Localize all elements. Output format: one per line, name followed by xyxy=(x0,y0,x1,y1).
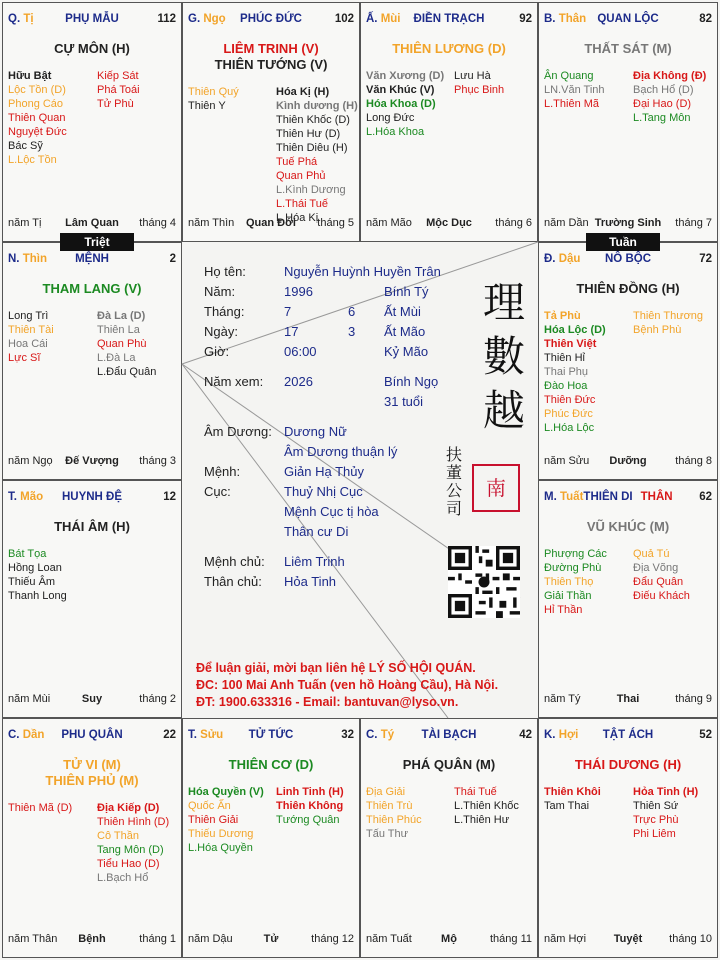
cycle-year: năm Ngọ xyxy=(8,455,53,467)
main-star[interactable]: THIÊN TƯỚNG (V) xyxy=(214,57,328,72)
minor-star[interactable]: L.Lộc Tồn xyxy=(8,154,57,166)
main-star[interactable]: TỬ VI (M) xyxy=(63,757,121,772)
cycle-year: năm Mão xyxy=(366,217,412,229)
red-stamp-icon: 南 xyxy=(472,464,520,512)
ngay-label: Ngày: xyxy=(204,324,238,339)
palace-position: Ấ. Mùi xyxy=(366,13,401,25)
minor-star[interactable]: L.Đà La xyxy=(97,352,136,364)
minor-star[interactable]: Tả Phù xyxy=(544,310,581,322)
gio-value: 06:00 xyxy=(284,344,317,359)
minor-star[interactable]: L.Đẩu Quân xyxy=(97,366,157,378)
menh-chu-value: Liêm Trinh xyxy=(284,554,345,569)
triet-tag: Triệt xyxy=(60,233,134,251)
cycle-year: năm Tuất xyxy=(366,933,412,945)
minor-star[interactable]: Đường Phù xyxy=(544,562,602,574)
cycle-year: năm Mùi xyxy=(8,693,51,705)
minor-star[interactable]: Điếu Khách xyxy=(633,590,690,602)
minor-star[interactable]: Thiên Diêu (H) xyxy=(276,142,348,154)
palace-branch: Hợi xyxy=(558,729,579,741)
minor-star[interactable]: Quốc Ấn xyxy=(188,800,231,812)
minor-star[interactable]: Hóa Quyền (V) xyxy=(188,786,264,798)
palace-name: QUAN LỘC xyxy=(597,13,659,25)
minor-star[interactable]: Thiên Tài xyxy=(8,324,54,336)
menh-chu-label: Mệnh chủ: xyxy=(204,554,265,569)
minor-star[interactable]: L.Bạch Hổ xyxy=(97,872,149,884)
nam-xem-label: Năm xem: xyxy=(204,374,264,389)
nam-xem-value: 2026 xyxy=(284,374,313,389)
ngay-duong-lich: 17 xyxy=(284,324,299,339)
cycle-month: tháng 2 xyxy=(139,693,176,705)
minor-star[interactable]: Địa Không (Đ) xyxy=(633,70,707,82)
minor-star[interactable]: Thiên Quan xyxy=(8,112,66,124)
palace-position: C. Dần xyxy=(8,729,45,741)
cycle-month: tháng 9 xyxy=(675,693,712,705)
minor-star[interactable]: Kình dương (H) xyxy=(276,100,358,112)
minor-star[interactable]: Phá Toái xyxy=(97,84,140,96)
cycle-month: tháng 7 xyxy=(675,217,712,229)
tuoi-value: 31 tuổi xyxy=(384,394,424,409)
calligraphy-seal xyxy=(474,276,534,438)
minor-star[interactable]: Địa Kiếp (D) xyxy=(97,802,160,814)
cycle-month: tháng 3 xyxy=(139,455,176,467)
main-star[interactable]: VŨ KHÚC (M) xyxy=(586,519,670,534)
contact-info xyxy=(196,660,498,711)
minor-star[interactable]: Giải Thần xyxy=(544,590,592,602)
menh-label: Mệnh: xyxy=(204,464,241,479)
palace-age-number: 102 xyxy=(334,13,354,25)
than-chu-label: Thân chủ: xyxy=(204,574,262,589)
palace-position: C. Tý xyxy=(366,729,395,741)
minor-star[interactable]: Lưu Hà xyxy=(454,70,491,82)
cycle-year: năm Tị xyxy=(8,217,42,229)
palace-name: PHU QUÂN xyxy=(61,729,123,741)
minor-star[interactable]: L.Hóa Kị xyxy=(276,212,319,224)
minor-star[interactable]: Thiên Không xyxy=(276,800,344,812)
palace-name: PHỤ MẪU xyxy=(65,13,119,25)
than-cu: Thân cư Di xyxy=(284,524,349,539)
cycle-month: tháng 6 xyxy=(495,217,532,229)
minor-star[interactable]: Văn Xương (D) xyxy=(366,70,445,82)
minor-star[interactable]: L.Thiên Hư xyxy=(454,814,510,826)
minor-star[interactable]: Địa Giải xyxy=(366,786,406,798)
palace-position: T. Mão xyxy=(8,491,44,503)
cycle-month: tháng 1 xyxy=(139,933,176,945)
minor-star[interactable]: Tử Phù xyxy=(97,98,134,110)
palace-branch: Tị xyxy=(23,13,34,25)
minor-star[interactable]: Quan Phù xyxy=(97,338,147,350)
cycle-year: năm Tý xyxy=(544,693,581,705)
palace-name: TỬ TỨC xyxy=(248,729,294,741)
cycle-year: năm Dần xyxy=(544,217,589,229)
minor-star[interactable]: Tấu Thư xyxy=(366,828,409,840)
minor-star[interactable]: Thiên Khôi xyxy=(544,786,601,798)
minor-star[interactable]: Long Đức xyxy=(366,112,415,124)
palace-name: ĐIỀN TRẠCH xyxy=(413,13,485,25)
main-star[interactable]: THÁI DƯƠNG (H) xyxy=(574,757,682,772)
minor-star[interactable]: Thiên La xyxy=(97,324,140,336)
minor-star[interactable]: Hỉ Thần xyxy=(544,604,583,616)
minor-star[interactable]: Thiên Thương xyxy=(633,310,704,322)
life-stage: Dưỡng xyxy=(609,455,647,467)
palace-age-number: 52 xyxy=(699,729,712,741)
nam-can-chi: Bính Tý xyxy=(384,284,429,299)
main-star[interactable]: THAM LANG (V) xyxy=(42,281,142,296)
palace-name: TÀI BẠCH xyxy=(421,729,477,741)
life-stage: Suy xyxy=(81,693,103,705)
main-star[interactable]: THIÊN PHỦ (M) xyxy=(45,773,139,788)
seal-char: 理 xyxy=(482,278,525,327)
qr-code-icon[interactable] xyxy=(448,546,520,618)
minor-star[interactable]: Bát Tọa xyxy=(8,548,47,560)
minor-star[interactable]: Bác Sỹ xyxy=(8,140,43,152)
main-star[interactable]: CỰ MÔN (H) xyxy=(54,41,130,56)
minor-star[interactable]: Đào Hoa xyxy=(544,380,588,392)
thang-am-lich: 6 xyxy=(348,304,356,319)
minor-star[interactable]: Hóa Kị (H) xyxy=(276,86,330,98)
cycle-year: năm Dậu xyxy=(188,933,233,945)
life-stage: Trường Sinh xyxy=(594,217,662,229)
life-stage: Tuyệt xyxy=(613,933,643,945)
palace-position: Q. Tị xyxy=(8,13,34,25)
nam-value: 1996 xyxy=(284,284,313,299)
minor-star[interactable]: Thiên Thọ xyxy=(544,576,594,588)
minor-star[interactable]: Đà La (D) xyxy=(97,310,146,322)
palace-name: TẬT ÁCH xyxy=(602,729,654,741)
main-star[interactable]: THẤT SÁT (M) xyxy=(584,41,672,56)
minor-star[interactable]: Hóa Lộc (D) xyxy=(544,324,606,336)
life-stage: Mộc Dục xyxy=(426,217,472,229)
contact-line-1: Để luận giải, mời bạn liên hệ LÝ SỐ HỘI QUÁN. xyxy=(196,661,476,675)
palace-age-number: 42 xyxy=(519,729,532,741)
minor-star[interactable]: Thiên Trù xyxy=(366,800,413,812)
palace-branch: Tuất xyxy=(559,491,584,503)
minor-star[interactable]: Tướng Quân xyxy=(276,814,340,826)
main-star[interactable]: PHÁ QUÂN (M) xyxy=(402,757,496,772)
palace-age-number: 62 xyxy=(699,491,712,503)
palace-branch: Mão xyxy=(20,491,44,503)
palace-name: NÔ BỘC xyxy=(605,253,651,265)
minor-star[interactable]: Quả Tú xyxy=(633,548,670,560)
palace-age-number: 72 xyxy=(699,253,712,265)
minor-star[interactable]: Cô Thần xyxy=(97,830,139,842)
minor-star[interactable]: Thiên Hỉ xyxy=(544,352,585,364)
cycle-month: tháng 12 xyxy=(311,933,354,945)
minor-star[interactable]: Kiếp Sát xyxy=(97,70,139,82)
minor-star[interactable]: Thiên Y xyxy=(188,100,226,112)
nam-label: Năm: xyxy=(204,284,236,299)
minor-star[interactable]: Thiên Giải xyxy=(188,814,239,826)
seal-char: 數 xyxy=(482,332,525,381)
cycle-year: năm Hợi xyxy=(544,933,587,945)
minor-star[interactable]: Thiên Quý xyxy=(188,86,239,98)
center-info-panel xyxy=(182,242,540,720)
menh-value: Giản Hạ Thủy xyxy=(284,464,364,479)
minor-star[interactable]: Nguyệt Đức xyxy=(8,126,67,138)
gio-can-chi: Kỷ Mão xyxy=(384,344,429,359)
palace-age-number: 22 xyxy=(163,729,176,741)
ho-ten-value: Nguyễn Huỳnh Huyền Trân xyxy=(284,264,441,279)
life-stage: Đế Vượng xyxy=(65,455,119,467)
minor-star[interactable]: Thiên Mã (D) xyxy=(8,802,73,814)
palace-position: T. Sửu xyxy=(188,729,224,741)
minor-star[interactable]: Địa Võng xyxy=(633,562,679,574)
minor-star[interactable]: L.Tang Môn xyxy=(633,112,691,124)
minor-star[interactable]: LN.Văn Tinh xyxy=(544,84,605,96)
palace-branch: Ngọ xyxy=(203,13,226,25)
minor-star[interactable]: L.Hóa Lộc xyxy=(544,422,595,434)
palace-age-number: 12 xyxy=(163,491,176,503)
main-star[interactable]: THIÊN LƯƠNG (D) xyxy=(392,41,506,56)
main-star[interactable]: THÁI ÂM (H) xyxy=(54,519,130,534)
minor-star[interactable]: Đại Hao (D) xyxy=(633,98,692,110)
minor-star[interactable]: Thai Phụ xyxy=(544,366,589,378)
ngay-am-lich: 3 xyxy=(348,324,356,339)
palace-position: Đ. Dậu xyxy=(544,253,581,265)
palace-position: N. Thìn xyxy=(8,253,47,265)
gio-label: Giờ: xyxy=(204,344,230,359)
am-duong-ly: Âm Dương thuận lý xyxy=(284,444,398,459)
minor-star[interactable]: Thiên Đức xyxy=(544,394,596,406)
minor-star[interactable]: Bệnh Phù xyxy=(633,324,682,336)
cycle-month: tháng 5 xyxy=(317,217,354,229)
minor-star[interactable]: Trực Phù xyxy=(633,814,679,826)
palace-branch: Sửu xyxy=(200,729,224,741)
ngay-can-chi: Ất Mão xyxy=(384,324,426,339)
minor-star[interactable]: Hữu Bật xyxy=(8,70,52,82)
main-star[interactable]: THIÊN ĐỒNG (H) xyxy=(576,281,680,296)
seal-side-text: 扶 董 公 司 xyxy=(445,445,462,518)
minor-star[interactable]: Thiên Phúc xyxy=(366,814,422,826)
palace-branch: Dậu xyxy=(558,253,581,265)
minor-star[interactable]: Tam Thai xyxy=(544,800,590,812)
palace-age-number: 32 xyxy=(341,729,354,741)
minor-star[interactable]: Đẩu Quân xyxy=(633,576,684,588)
life-stage: Thai xyxy=(616,693,640,705)
life-stage: Bệnh xyxy=(78,933,106,945)
palace-age-number: 92 xyxy=(519,13,532,25)
cycle-month: tháng 10 xyxy=(669,933,712,945)
minor-star[interactable]: Quan Phủ xyxy=(276,170,326,182)
minor-star[interactable]: Phượng Các xyxy=(544,548,607,560)
minor-star[interactable]: Thái Tuế xyxy=(454,786,497,798)
palace-branch: Mùi xyxy=(380,13,401,25)
thang-duong-lich: 7 xyxy=(284,304,292,319)
minor-star[interactable]: Lực Sĩ xyxy=(8,352,41,364)
am-duong-label: Âm Dương: xyxy=(204,424,272,439)
minor-star[interactable]: Long Trì xyxy=(8,310,49,322)
minor-star[interactable]: Ân Quang xyxy=(544,70,594,82)
ho-ten-label: Họ tên: xyxy=(204,264,246,279)
tu-vi-chart xyxy=(2,2,718,958)
minor-star[interactable]: Linh Tinh (H) xyxy=(276,786,344,798)
palace-position: K. Hợi xyxy=(544,729,579,741)
nam-xem-can-chi: Bính Ngọ xyxy=(384,374,439,389)
thang-can-chi: Ất Mùi xyxy=(384,304,421,319)
cuc-value: Thuỷ Nhị Cục xyxy=(284,484,363,499)
minor-star[interactable]: L.Hóa Khoa xyxy=(366,126,425,138)
thang-label: Tháng: xyxy=(204,304,245,319)
minor-star[interactable]: Phong Cáo xyxy=(8,98,64,110)
cycle-year: năm Thìn xyxy=(188,217,235,229)
minor-star[interactable]: L.Hóa Quyền xyxy=(188,842,253,854)
main-star[interactable]: LIÊM TRINH (V) xyxy=(223,41,319,56)
cycle-month: tháng 11 xyxy=(489,933,532,945)
palace-branch: Thân xyxy=(558,13,587,25)
life-stage: Mộ xyxy=(441,933,457,945)
minor-star[interactable]: Hoa Cái xyxy=(8,338,48,350)
life-stage: Quan Đới xyxy=(246,217,296,229)
am-duong-value: Dương Nữ xyxy=(284,424,347,439)
cycle-month: tháng 8 xyxy=(675,455,712,467)
than-chu-value: Hỏa Tinh xyxy=(284,574,337,589)
menh-cuc-relation: Mệnh Cục tị hòa xyxy=(284,504,379,519)
minor-star[interactable]: Thiên Hư (D) xyxy=(276,128,341,140)
minor-star[interactable]: L.Kình Dương xyxy=(276,184,346,196)
minor-star[interactable]: Thiên Việt xyxy=(544,338,597,350)
palace-name: THIÊN DI THÂN xyxy=(583,491,673,503)
contact-phone-email[interactable]: ĐT: 1900.633316 - Email: bantuvan@lyso.vn. xyxy=(196,695,459,709)
minor-star[interactable]: Lộc Tồn (D) xyxy=(8,84,66,96)
palace-branch: Dần xyxy=(22,729,45,741)
cycle-year: năm Sửu xyxy=(544,455,590,467)
minor-star[interactable]: L.Thiên Khốc xyxy=(454,800,519,812)
palace-name: HUYNH ĐỆ xyxy=(61,491,123,503)
palace-name: MỆNH xyxy=(75,253,109,265)
palace-position: G. Ngọ xyxy=(188,13,226,25)
minor-star[interactable]: Thiếu Dương xyxy=(188,828,254,840)
life-stage: Lâm Quan xyxy=(65,217,119,229)
main-star[interactable]: THIÊN CƠ (D) xyxy=(228,757,314,772)
minor-star[interactable]: L.Thiên Mã xyxy=(544,98,600,110)
minor-star[interactable]: L.Thái Tuế xyxy=(276,198,328,210)
life-stage: Tử xyxy=(263,933,279,945)
minor-star[interactable]: Hóa Khoa (D) xyxy=(366,98,436,110)
seal-char: 越 xyxy=(482,386,525,435)
palace-position: B. Thân xyxy=(544,13,587,25)
minor-star[interactable]: Hồng Loan xyxy=(8,562,62,574)
minor-star[interactable]: Thiên Hình (D) xyxy=(97,816,170,828)
palace-branch: Thìn xyxy=(22,253,47,265)
minor-star[interactable]: Bạch Hổ (D) xyxy=(633,84,694,96)
palace-position: M. Tuất xyxy=(544,491,584,503)
palace-age-number: 82 xyxy=(699,13,712,25)
minor-star[interactable]: Tuế Phá xyxy=(276,156,318,168)
minor-star[interactable]: Thiên Sứ xyxy=(633,800,679,812)
minor-star[interactable]: Phục Binh xyxy=(454,84,505,96)
cuc-label: Cục: xyxy=(204,484,231,499)
palace-age-number: 112 xyxy=(157,13,176,25)
palace-name: PHÚC ĐỨC xyxy=(240,13,302,25)
minor-star[interactable]: Phi Liêm xyxy=(633,828,676,840)
cycle-year: năm Thân xyxy=(8,933,58,945)
minor-star[interactable]: Thanh Long xyxy=(8,590,67,602)
minor-star[interactable]: Tang Môn (D) xyxy=(97,844,164,856)
minor-star[interactable]: Thiếu Âm xyxy=(8,576,56,588)
minor-star[interactable]: Văn Khúc (V) xyxy=(366,84,435,96)
minor-star[interactable]: Tiểu Hao (D) xyxy=(97,858,160,870)
than-marker: THÂN xyxy=(640,491,673,503)
minor-star[interactable]: Hỏa Tinh (H) xyxy=(633,786,699,798)
contact-address: ĐC: 100 Mai Anh Tuấn (ven hồ Hoàng Cầu), Hà Nội. xyxy=(196,678,499,692)
palace-branch: Tý xyxy=(380,729,395,741)
cycle-month: tháng 4 xyxy=(139,217,176,229)
tuan-tag: Tuần xyxy=(586,233,660,251)
minor-star[interactable]: Phúc Đức xyxy=(544,408,593,420)
palace-age-number: 2 xyxy=(169,253,176,265)
minor-star[interactable]: Thiên Khốc (D) xyxy=(276,114,350,126)
